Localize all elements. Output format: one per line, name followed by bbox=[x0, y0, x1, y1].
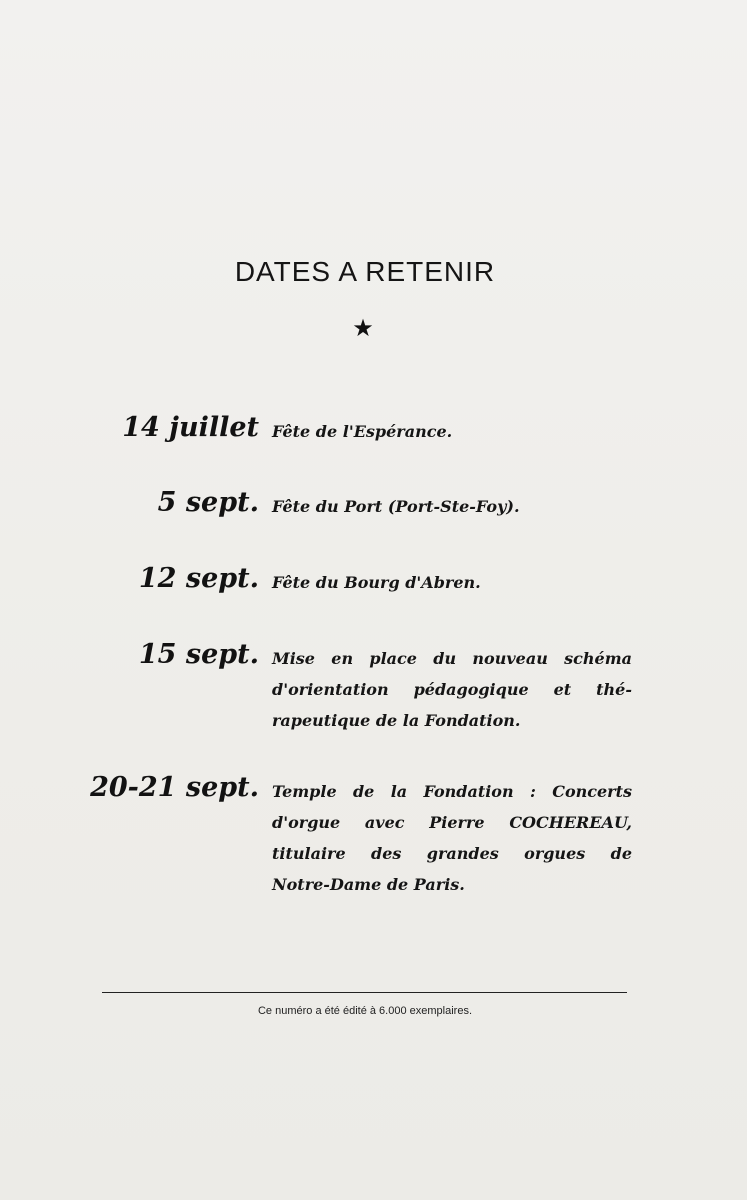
star-icon: ★ bbox=[352, 314, 374, 342]
entry-description bbox=[272, 491, 632, 522]
description-line: d'orgue avec Pierre COCHEREAU, bbox=[272, 813, 632, 832]
description-line: Mise en place du nouveau schéma bbox=[272, 649, 632, 668]
entry-date: 15 sept. bbox=[138, 639, 259, 670]
description-line: titulaire des grandes orgues de bbox=[272, 844, 632, 863]
page-title: DATES A RETENIR bbox=[234, 256, 496, 287]
entry-description bbox=[272, 567, 632, 598]
description-line: Temple de la Fondation : Concerts bbox=[272, 782, 632, 801]
entry-date: 5 sept. bbox=[157, 487, 259, 518]
description-line: rapeutique de la Fondation. bbox=[272, 711, 521, 730]
description-line: Notre-Dame de Paris. bbox=[272, 875, 465, 894]
description-line: d'orientation pédagogique et thé- bbox=[272, 680, 632, 699]
entry-description bbox=[272, 776, 632, 900]
description-line: Fête du Bourg d'Abren. bbox=[272, 573, 481, 592]
entry-date: 12 sept. bbox=[138, 563, 259, 594]
entry-date: 20-21 sept. bbox=[90, 772, 259, 803]
print-run-note: Ce numéro a été édité à 6.000 exemplaires. bbox=[257, 1005, 473, 1017]
description-line: Fête de l'Espérance. bbox=[272, 422, 453, 441]
description-line: Fête du Port (Port-Ste-Foy). bbox=[272, 497, 520, 516]
entry-description bbox=[272, 643, 632, 736]
entry-description bbox=[272, 416, 632, 447]
horizontal-divider bbox=[102, 992, 627, 993]
entry-date: 14 juillet bbox=[122, 412, 259, 443]
